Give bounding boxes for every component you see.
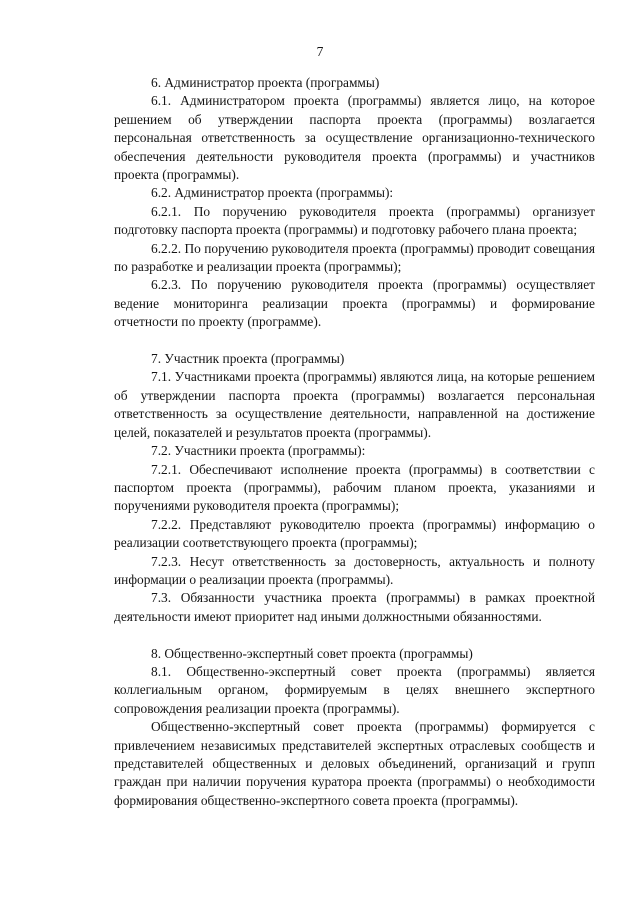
section-expert-council xyxy=(114,645,595,811)
paragraph: 7.2. Участники проекта (программы): xyxy=(151,443,366,459)
paragraph: Общественно-экспертный совет проекта (программы) формируется с привлечением независимых представителей экспертных отраслевых сообществ и представителей общественных и деловых объединений, организаций и групп граждан при наличии поручения куратора проекта (программы) о необходимости формирования общественно-экспертного совета проекта (программы). xyxy=(114,719,595,808)
section-participant xyxy=(114,350,595,626)
paragraph: 8.1. Общественно-экспертный совет проекта (программы) является коллегиальным органом, формируемым в целях внешнего экспертного сопровождения реализации проекта (программы). xyxy=(114,663,595,716)
paragraph: 7.2.3. Несут ответственность за достоверность, актуальность и полноту информации о реализации проекта (программы). xyxy=(114,553,595,587)
paragraph: 7.2.1. Обеспечивают исполнение проекта (программы) в соответствии с паспортом проекта (программы), рабочим планом проекта, указаниями и поручениями руководителя проекта (программы); xyxy=(114,461,595,514)
paragraph: 6.2.1. По поручению руководителя проекта (программы) организует подготовку паспорта проекта (программы) и подготовку рабочего плана проекта; xyxy=(114,203,595,238)
paragraph: 7.1. Участниками проекта (программы) являются лица, на которые решением об утверждении паспорта проекта (программы) возлагается персональная ответственность за осуществление деятельности, направленной на достижение целей, показателей и результатов проекта (программы). xyxy=(114,369,595,440)
paragraph: 6.2. Администратор проекта (программы): xyxy=(151,185,394,201)
section-administrator xyxy=(114,74,595,332)
paragraph: 6.2.3. По поручению руководителя проекта (программы) осуществляет ведение мониторинга реализации проекта (программы) и формирование отчетности по проекту (программе). xyxy=(114,277,595,330)
paragraph: 6.1. Администратором проекта (программы) является лицо, на которое решением об утверждении паспорта проекта (программы) возлагается персональная ответственность за осуществление организационно-технического обеспечения деятельности руководителя проекта (программы) и участников проекта (программы). xyxy=(114,93,595,183)
section-heading: 7. Участник проекта (программы) xyxy=(151,351,345,367)
page-number: 7 xyxy=(316,44,324,59)
section-heading: 8. Общественно-экспертный совет проекта (программы) xyxy=(151,645,473,661)
document-body xyxy=(114,74,595,810)
paragraph: 6.2.2. По поручению руководителя проекта (программы) проводит совещания по разработке и реализации проекта (программы); xyxy=(114,240,595,275)
section-heading: 6. Администратор проекта (программы) xyxy=(151,75,380,90)
paragraph: 7.2.2. Представляют руководителю проекта (программы) информацию о реализации соответствующего проекта (программы); xyxy=(114,516,595,551)
paragraph: 7.3. Обязанности участника проекта (программы) в рамках проектной деятельности имеют приоритет над иными должностными обязанностями. xyxy=(114,590,595,624)
